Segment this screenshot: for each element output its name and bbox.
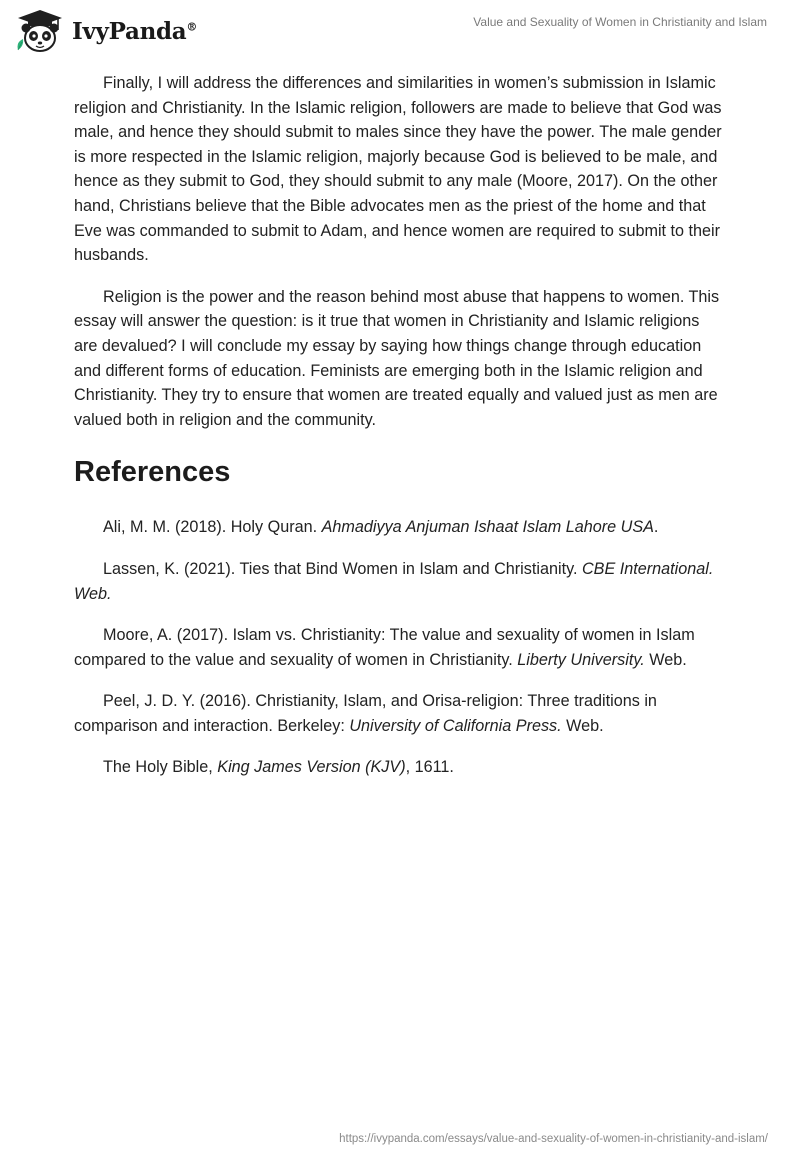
- reference-suffix: , 1611.: [405, 758, 454, 777]
- panda-graduate-icon: [14, 8, 66, 54]
- reference-text: Ali, M. M. (2018). Holy Quran.: [103, 518, 322, 537]
- reference-suffix: Web.: [644, 650, 687, 669]
- reference-source: Liberty University.: [517, 650, 645, 669]
- registered-mark: ®: [186, 19, 198, 33]
- reference-item-lassen: [74, 557, 724, 606]
- page-header: [0, 0, 800, 60]
- reference-suffix: Web.: [561, 716, 604, 735]
- reference-item-moore: [74, 623, 724, 672]
- ivypanda-logo[interactable]: [14, 8, 197, 54]
- reference-source: King James Version (KJV): [217, 758, 406, 777]
- essay-content: [74, 71, 724, 797]
- body-paragraph-1: Finally, I will address the differences and similarities in women’s submission in Islamic religion and Christianity. In the Islamic religion, followers are made to believe that God was male, and hence they should submit to males since they have the power. The male gender is more respected in the Islamic religion, majorly because God is believed to be male, and hence as they submit to God, they should submit to any male (Moore, 2017). On the other hand, Christians believe that the Bible advocates men as the priest of the home and that Eve was commanded to submit to Adam, and hence women are required to submit to their husbands.: [74, 74, 722, 265]
- references-heading: References: [74, 456, 231, 489]
- reference-item-peel: [74, 689, 724, 738]
- reference-text: Peel, J. D. Y. (2016). Christianity, Islam, and Orisa-religion: Three traditions in comparison and interaction. Berkeley:: [74, 692, 657, 735]
- logo-name: IvyPanda: [72, 17, 187, 45]
- document-running-title: Value and Sexuality of Women in Christianity and Islam: [473, 15, 767, 29]
- reference-item-ali: [74, 515, 724, 540]
- logo-wordmark: [72, 18, 197, 45]
- reference-item-bible: [74, 755, 724, 780]
- reference-suffix: .: [653, 518, 659, 537]
- reference-source: University of California Press.: [349, 716, 562, 735]
- reference-text: Lassen, K. (2021). Ties that Bind Women in Islam and Christianity.: [103, 559, 582, 578]
- source-url-link[interactable]: https://ivypanda.com/essays/value-and-sexuality-of-women-in-christianity-and-islam/: [339, 1133, 768, 1145]
- reference-text: Moore, A. (2017). Islam vs. Christianity: The value and sexuality of women in Islam compared to the value and sexuality of women in Christianity.: [74, 626, 695, 669]
- body-paragraph-2: Religion is the power and the reason behind most abuse that happens to women. This essay will answer the question: is it true that women in Christianity and Islamic religions are devalued? I will conclude my essay by saying how things change through education and different forms of education. Feminists are emerging both in the Islamic religion and Christianity. They try to ensure that women are treated equally and valued just as men are valued both in religion and the community.: [74, 287, 720, 429]
- reference-text: The Holy Bible,: [103, 758, 218, 777]
- reference-source: CBE International. Web.: [74, 559, 714, 603]
- reference-source: Ahmadiyya Anjuman Ishaat Islam Lahore USA: [321, 518, 654, 537]
